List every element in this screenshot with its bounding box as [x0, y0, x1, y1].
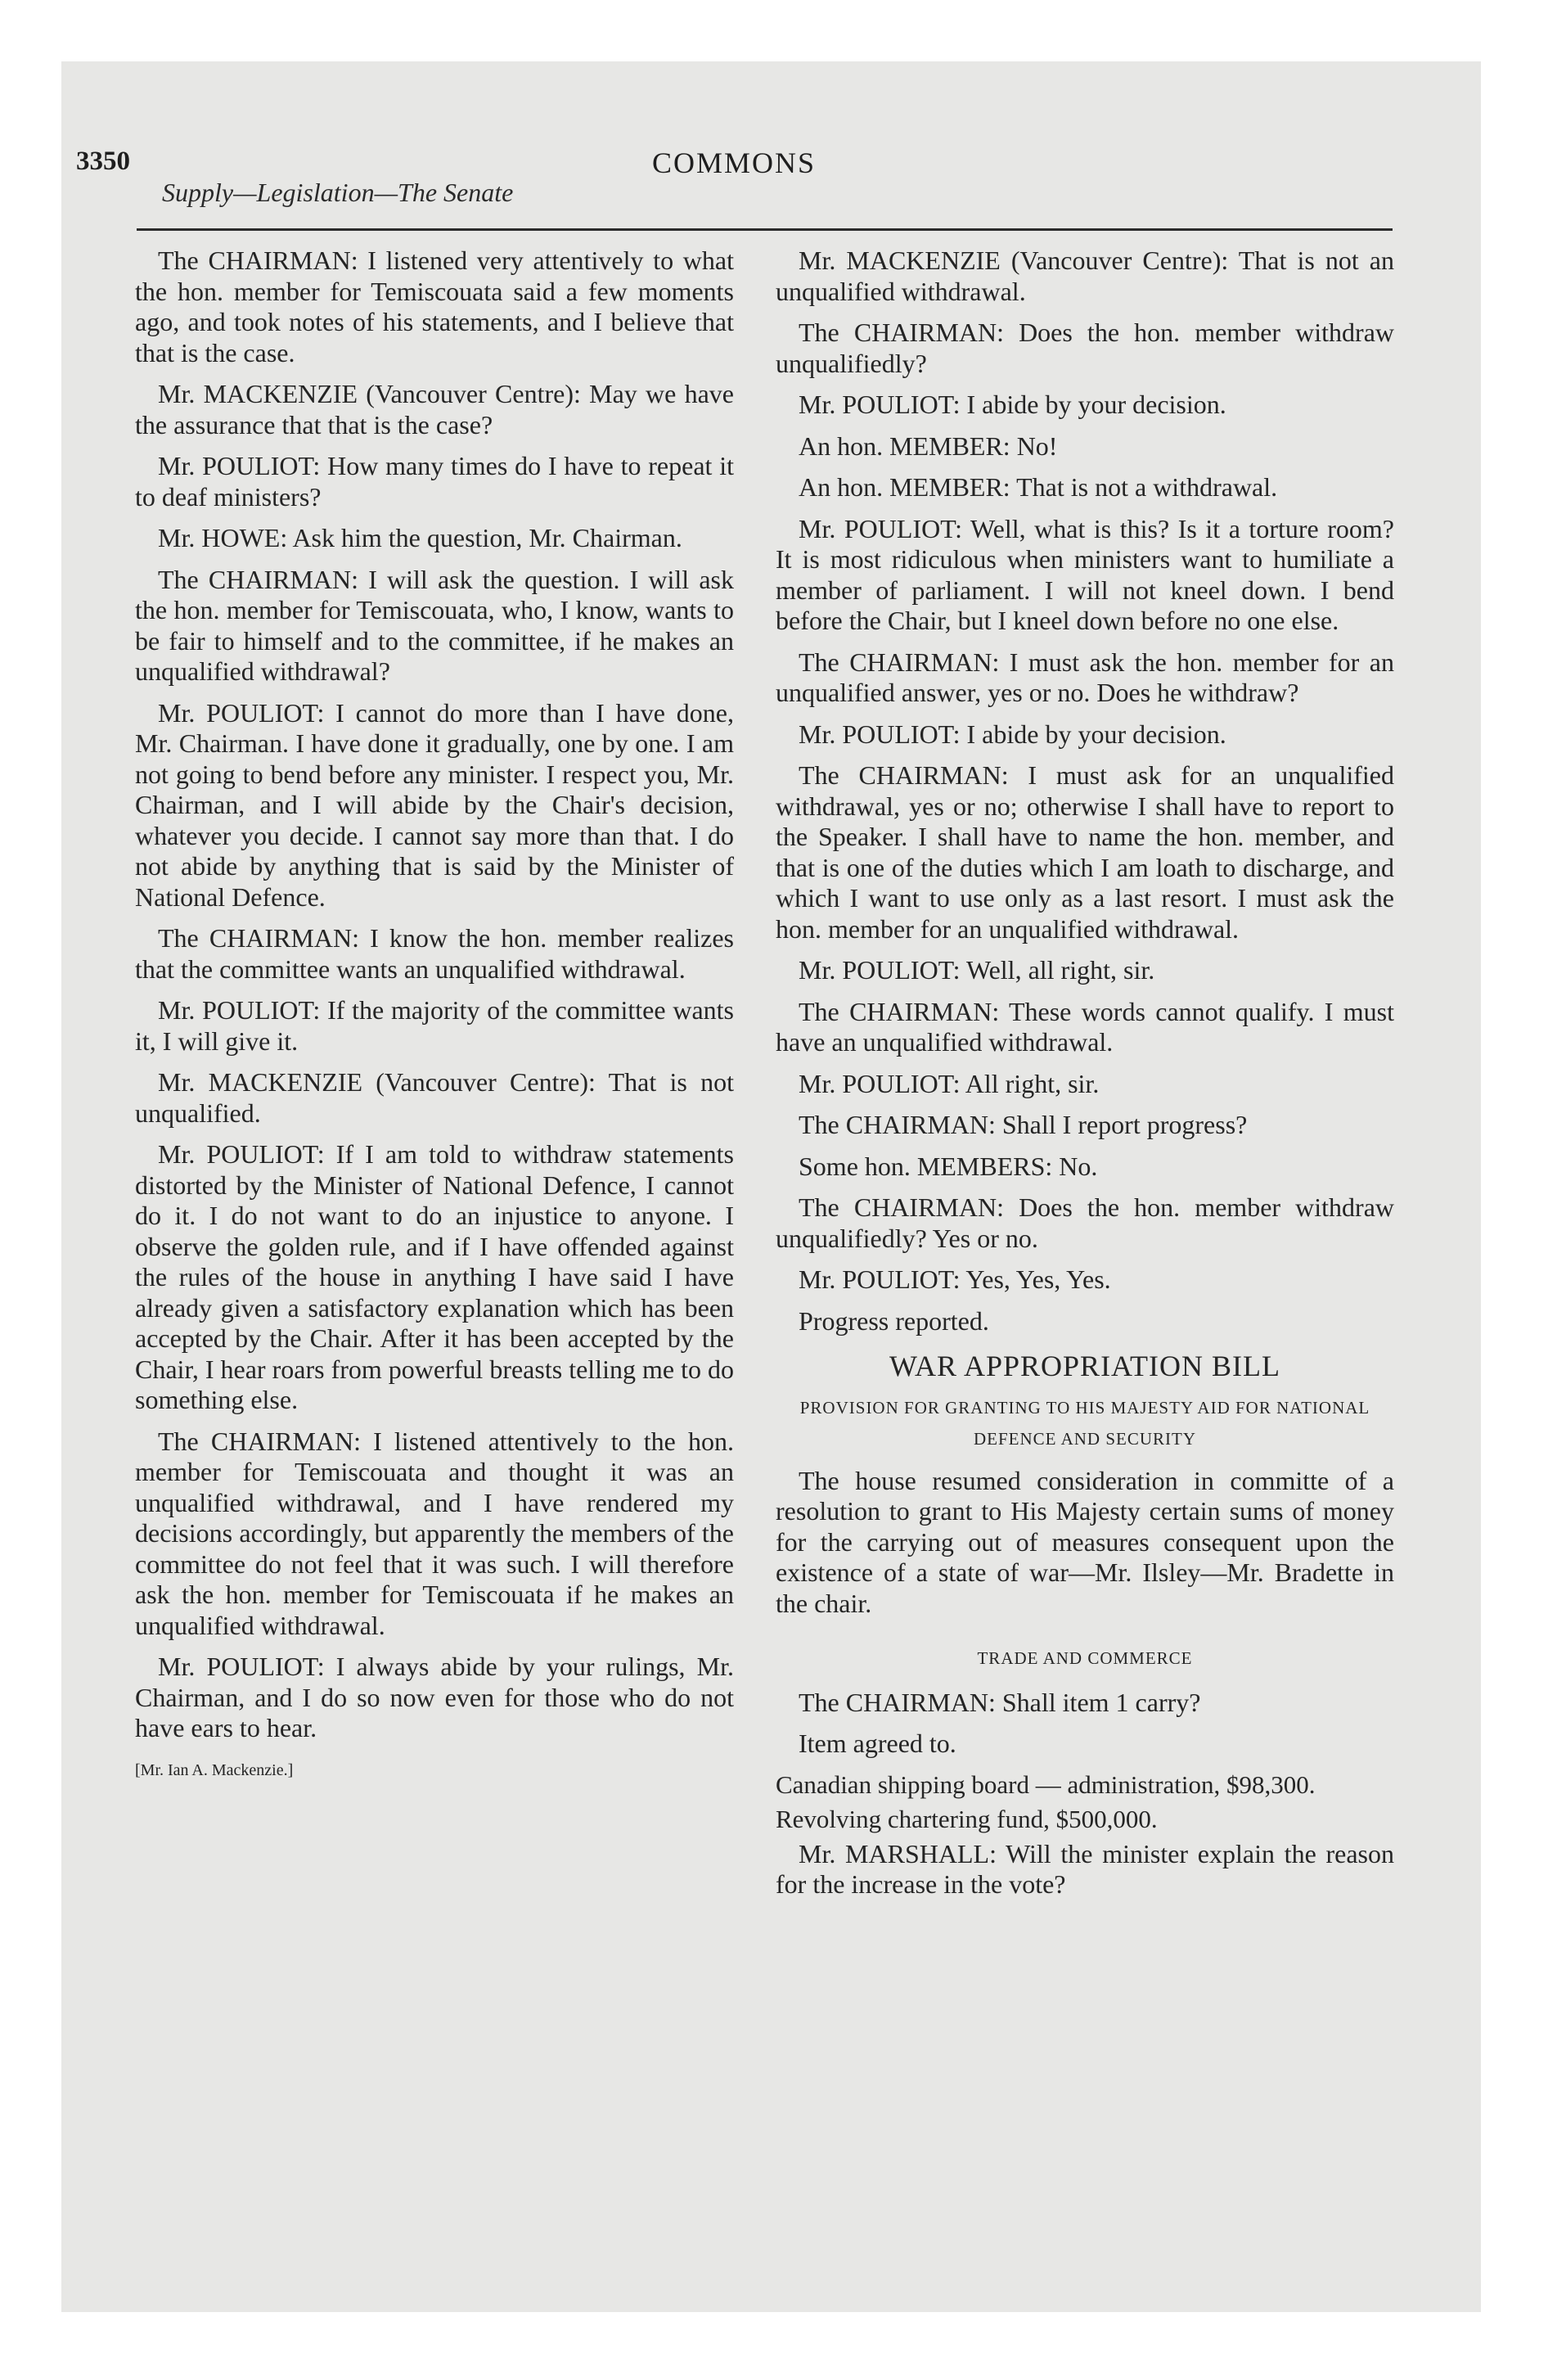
header-rule [137, 228, 1393, 231]
paragraph: Mr. POULIOT: I always abide by your rulings, Mr. Chairman, and I do so now even for those who do not have ears to hear. [135, 1652, 734, 1742]
left-column [135, 246, 734, 1791]
page-number: 3350 [76, 146, 130, 176]
paragraph: Mr. POULIOT: If I am told to withdraw statements distorted by the Minister of National Defence, I cannot do it. I do not want to do an injustice to anyone. I observe the golden rule, and if I have offended against the rules of the house in anything I have said I have already given a satisfactory explanation which has been accepted by the Chair. After it has been accepted by the Chair, I hear roars from powerful breasts telling me to do something else. [135, 1139, 734, 1414]
speaker-note: [Mr. Ian A. Mackenzie.] [135, 1760, 294, 1779]
paragraph: Mr. POULIOT: All right, sir. [799, 1068, 1100, 1098]
paragraph: The CHAIRMAN: Shall item 1 carry? [799, 1687, 1201, 1717]
paragraph: Item agreed to. [799, 1729, 956, 1758]
paragraph: The CHAIRMAN: I must ask for an unqualified withdrawal, yes or no; otherwise I shall have to report to the Speaker. I shall have to name the hon. member, and that is one of the duties which I am loath to discharge, and which I want to use only as a last resort. I must ask the hon. member for an unqualified withdrawal. [776, 760, 1394, 944]
paragraph: Mr. POULIOT: Well, what is this? Is it a torture room? It is most ridiculous when ministers want to humiliate a member of parliament. I will not kneel down. I bend before the Chair, but I kneel down before no one else. [776, 513, 1394, 635]
section-heading: WAR APPROPRIATION BILL [889, 1350, 1281, 1382]
section-subheading: PROVISION FOR GRANTING TO HIS MAJESTY AID FOR NATIONAL DEFENCE AND SECURITY [799, 1397, 1370, 1449]
paragraph: Mr. POULIOT: I cannot do more than I have done, Mr. Chairman. I have done it gradually, one by one. I am not going to bend before any minister. I respect you, Mr. Chairman, and I will abide by the Chair's decision, whatever you decide. I cannot say more than that. I do not abide by anything that is said by the Minister of National Defence. [135, 697, 734, 912]
paragraph: Mr. MARSHALL: Will the minister explain the reason for the increase in the vote? [776, 1838, 1394, 1899]
paragraph: Mr. MACKENZIE (Vancouver Centre): That is not an unqualified withdrawal. [776, 246, 1394, 306]
paragraph: Mr. POULIOT: Yes, Yes, Yes. [799, 1264, 1111, 1294]
paragraph: The CHAIRMAN: I know the hon. member realizes that the committee wants an unqualified withdrawal. [135, 923, 734, 984]
section-intro: The house resumed consideration in committe of a resolution to grant to His Majesty certain sums of money for the carrying out of measures consequent upon the existence of a state of war—Mr. Ilsley—Mr. Bradette in the chair. [776, 1465, 1394, 1618]
paragraph: An hon. MEMBER: That is not a withdrawal. [799, 472, 1278, 502]
paragraph: Mr. POULIOT: If the majority of the committee wants it, I will give it. [135, 995, 734, 1056]
paragraph: Mr. POULIOT: I abide by your decision. [799, 390, 1226, 419]
page-header [76, 81, 1392, 220]
paragraph: Some hon. MEMBERS: No. [799, 1151, 1098, 1181]
paragraph: An hon. MEMBER: No! [799, 430, 1058, 461]
paragraph: Mr. MACKENZIE (Vancouver Centre): May we have the assurance that that is the case? [135, 379, 734, 439]
paragraph: Mr. HOWE: Ask him the question, Mr. Chairman. [158, 523, 682, 552]
running-title: COMMONS [651, 146, 817, 179]
paragraph: Mr. POULIOT: Well, all right, sir. [799, 955, 1155, 985]
paragraph: The CHAIRMAN: Shall I report progress? [799, 1110, 1248, 1139]
vote-item: Revolving chartering fund, $500,000. [776, 1804, 1158, 1833]
paragraph: Mr. MACKENZIE (Vancouver Centre): That is not unqualified. [135, 1067, 734, 1128]
vote-item: Canadian shipping board — administration, $98,300. [776, 1769, 1316, 1799]
paragraph: The CHAIRMAN: I listened attentively to the hon. member for Temiscouata and thought it was an unqualified withdrawal, and I have rendered my decisions accordingly, but apparently the members of the committee do not feel that it was such. I will therefore ask the hon. member for Temiscouata if he makes an unqualified withdrawal. [135, 1426, 734, 1640]
right-column [776, 246, 1394, 1911]
paragraph: The CHAIRMAN: I listened very attentively to what the hon. member for Temiscouata said a few moments ago, and took notes of his statements, and I believe that that is the case. [135, 246, 734, 367]
paragraph: The CHAIRMAN: I must ask the hon. member for an unqualified answer, yes or no. Does he withdraw? [776, 647, 1394, 707]
minor-heading: TRADE AND COMMERCE [977, 1648, 1193, 1668]
paragraph: The CHAIRMAN: Does the hon. member withdraw unqualifiedly? [776, 318, 1394, 378]
paragraph: Progress reported. [799, 1305, 989, 1336]
paragraph: The CHAIRMAN: These words cannot qualify. I must have an unqualified withdrawal. [776, 996, 1394, 1057]
paragraph: Mr. POULIOT: How many times do I have to repeat it to deaf ministers? [135, 451, 734, 512]
paragraph: The CHAIRMAN: I will ask the question. I will ask the hon. member for Temiscouata, who, I know, wants to be fair to himself and to the committee, if he makes an unqualified withdrawal? [135, 564, 734, 686]
paragraph: Mr. POULIOT: I abide by your decision. [799, 719, 1226, 749]
paragraph: The CHAIRMAN: Does the hon. member withdraw unqualifiedly? Yes or no. [776, 1192, 1394, 1253]
running-subtitle: Supply—Legislation—The Senate [162, 178, 514, 207]
